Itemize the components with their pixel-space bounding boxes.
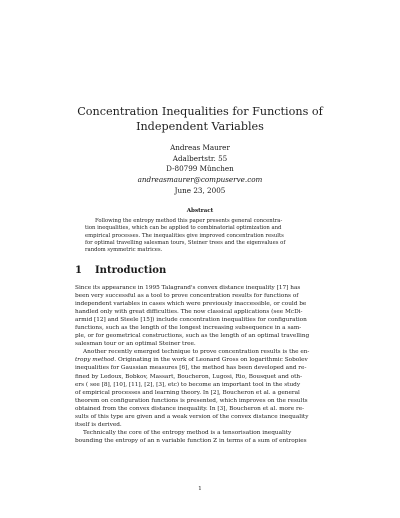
body-line: sults of this type are given and a weak version of the convex distance inequality xyxy=(75,413,309,420)
body-line: ple, or for geometrical constructions, such as the length of an optimal travelling xyxy=(75,333,310,340)
abstract-line: Following the entropy method this paper presents general concentra- xyxy=(95,218,283,224)
author-block xyxy=(100,143,300,185)
author-street: Adalbertstr. 55 xyxy=(172,153,228,163)
abstract-line: tion inequalities, which can be applied to combinatorial optimization and xyxy=(85,225,282,232)
body-line: salesman tour or an optimal Steiner tree. xyxy=(75,341,196,348)
paper-date: June 23, 2005 xyxy=(174,186,226,195)
abstract-heading: Abstract xyxy=(186,208,214,214)
abstract-line: empirical processes. The inequalities give improved concentration results xyxy=(85,232,284,239)
body-line: Technically the core of the entropy method is a tensorisation inequality xyxy=(83,429,292,436)
body-text xyxy=(75,284,330,445)
emphasis-text: tropy method xyxy=(75,357,115,364)
page-number: 1 xyxy=(198,486,202,492)
body-line: independent variables in cases which were previously inaccessible, or could be xyxy=(75,301,307,308)
body-line: fined by Ledoux, Bobkov, Massart, Boucheron, Lugosi, Rio, Bousquet and oth- xyxy=(75,373,303,380)
body-line: Since its appearance in 1995 Talagrand's convex distance inequality [17] has xyxy=(75,285,301,291)
body-line: ers ( see [8], [10], [11], [2], [3], etc) to become an important tool in the study xyxy=(75,381,301,388)
section-title: Introduction xyxy=(95,265,167,276)
abstract-body xyxy=(85,218,317,254)
author-city: D-80799 München xyxy=(166,164,234,173)
title-line: Independent Variables xyxy=(136,120,264,133)
body-line: inequalities for Gaussian measures [6], the method has been developed and re- xyxy=(75,365,307,372)
body-line: of empirical processes and learning theory. In [2], Boucheron et al. a general xyxy=(75,389,300,396)
abstract-line: for optimal travelling salesman tours, Steiner trees and the eigenvalues of xyxy=(85,239,286,246)
body-line: itself is derived. xyxy=(75,421,122,428)
body-line: been very successful as a tool to prove concentration results for functions of xyxy=(75,293,299,300)
body-line: theorem on configuration functions is presented, which improves on the results xyxy=(75,397,308,404)
body-line: handled only with great difficulties. The now classical applications (see McDi- xyxy=(75,309,303,316)
body-line: obtained from the convex distance inequality. In [3], Boucheron et al. more re- xyxy=(75,405,305,412)
paragraph-text: . Originating in the work of Leonard Gross on logarithmic Sobolev xyxy=(114,357,308,364)
body-line xyxy=(75,348,330,356)
body-line: bounding the entropy of an n variable function Z in terms of a sum of entropies xyxy=(75,437,307,444)
title-line: Concentration Inequalities for Functions of xyxy=(77,105,323,118)
paper-title xyxy=(60,104,340,134)
body-line: armid [12] and Steele [15]) include concentration inequalities for configuration xyxy=(75,317,307,324)
body-line: functions, such as the length of the longest increasing subsequence in a sam- xyxy=(75,325,302,332)
author-email: andreasmaurer@compuserve.com xyxy=(137,174,263,184)
abstract-line: random symmetric matrices. xyxy=(85,247,163,254)
body-line xyxy=(75,356,330,364)
author-name: Andreas Maurer xyxy=(170,143,230,152)
section-number: 1 xyxy=(75,265,82,276)
section-heading xyxy=(75,265,325,276)
paragraph-text: Another recently emerged technique to prove concentration results is the en- xyxy=(83,349,310,356)
